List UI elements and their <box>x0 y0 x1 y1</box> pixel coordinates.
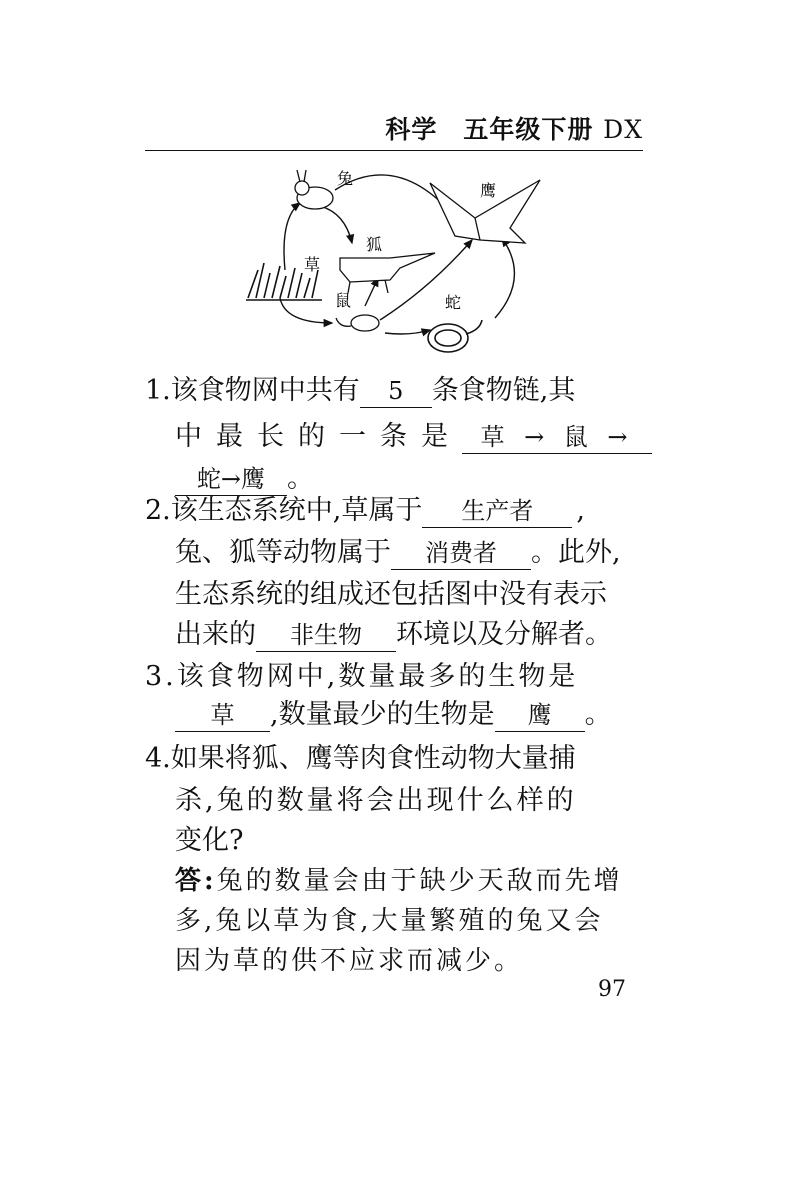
q2-text-b: 兔、狐等动物属于 <box>175 537 391 568</box>
q2-line4 <box>175 612 612 652</box>
q4-answer-line3 <box>175 940 523 977</box>
q4-line1 <box>145 736 576 775</box>
q2-line1 <box>145 488 585 528</box>
q2-line2 <box>175 530 621 570</box>
header-subject: 科学 五年级下册 <box>385 115 594 144</box>
q1-number: 1. <box>145 375 171 406</box>
mouse-icon <box>336 315 379 331</box>
header-rule <box>145 150 643 151</box>
q4-line3-text: 变化? <box>175 825 244 856</box>
q2-text-c: 。此外, <box>531 537 621 568</box>
header-title <box>385 110 643 146</box>
q1-line2 <box>175 414 652 454</box>
label-grass: 草 <box>304 255 321 274</box>
q2-text-d: 出来的 <box>175 619 256 650</box>
q1-text-a: 该食物网中共有 <box>170 375 360 406</box>
q1-end: 。 <box>287 463 314 494</box>
label-mouse: 鼠 <box>335 291 352 310</box>
q3-text-b: ,数量最少的生物是 <box>270 699 495 730</box>
q4-number: 4. <box>145 743 171 774</box>
label-eagle: 鹰 <box>480 181 497 200</box>
q1-text-b: 条食物链,其 <box>431 375 576 406</box>
page-number: 97 <box>598 977 626 1002</box>
snake-icon <box>428 320 482 352</box>
q2-line3-text: 生态系统的组成还包括图中没有表示 <box>175 579 607 610</box>
q2-answer-abiotic: 非生物 <box>256 619 396 652</box>
q3-end: 。 <box>584 699 612 730</box>
q4-answer-line1 <box>175 860 623 897</box>
q4-answer-text-3: 因为草的供不应求而减少。 <box>175 946 524 976</box>
q2-answer-producer: 生产者 <box>422 495 572 528</box>
q2-answer-consumer: 消费者 <box>391 537 531 570</box>
q1-line1 <box>145 368 575 408</box>
label-rabbit: 兔 <box>337 169 354 188</box>
q3-line1-text: 该食物网中,数量最多的生物是 <box>176 661 579 692</box>
q4-answer-text-2: 多,兔以草为食,大量繁殖的兔又会 <box>175 906 604 936</box>
q2-text-a: 该生态系统中,草属于 <box>170 495 423 526</box>
q1-answer-chain-a: 草 → 鼠 → <box>462 421 652 454</box>
q2-line3 <box>175 572 607 611</box>
rabbit-icon <box>295 170 333 209</box>
q4-answer-label: 答: <box>175 866 217 896</box>
q3-line1 <box>145 654 578 693</box>
q3-answer-least: 鹰 <box>495 699 585 732</box>
q2-number: 2. <box>145 495 171 526</box>
q4-line2-text: 杀,兔的数量将会出现什么样的 <box>175 785 577 816</box>
q1-line2-text: 中最长的一条是 <box>175 421 462 452</box>
q3-answer-most: 草 <box>175 699 270 732</box>
q4-line1-text: 如果将狐、鹰等肉食性动物大量捕 <box>170 743 576 774</box>
q4-line3 <box>175 818 243 857</box>
fox-icon <box>340 253 435 293</box>
q2-text-e: 环境以及分解者。 <box>396 619 612 650</box>
q2-comma: , <box>576 495 585 526</box>
header-edition: DX <box>603 115 643 144</box>
q3-line2 <box>175 692 612 732</box>
q4-answer-text-1: 兔的数量会由于缺少天敌而先增 <box>216 866 623 896</box>
label-fox: 狐 <box>366 235 383 254</box>
page-header <box>145 110 643 150</box>
q4-answer-line2 <box>175 900 604 937</box>
q4-line2 <box>175 778 577 817</box>
q3-number: 3. <box>145 661 177 692</box>
food-web-diagram <box>240 158 560 358</box>
q1-answer-chain-b: 蛇→鹰 <box>175 463 287 496</box>
label-snake: 蛇 <box>445 293 462 312</box>
q1-answer-count: 5 <box>360 375 432 408</box>
